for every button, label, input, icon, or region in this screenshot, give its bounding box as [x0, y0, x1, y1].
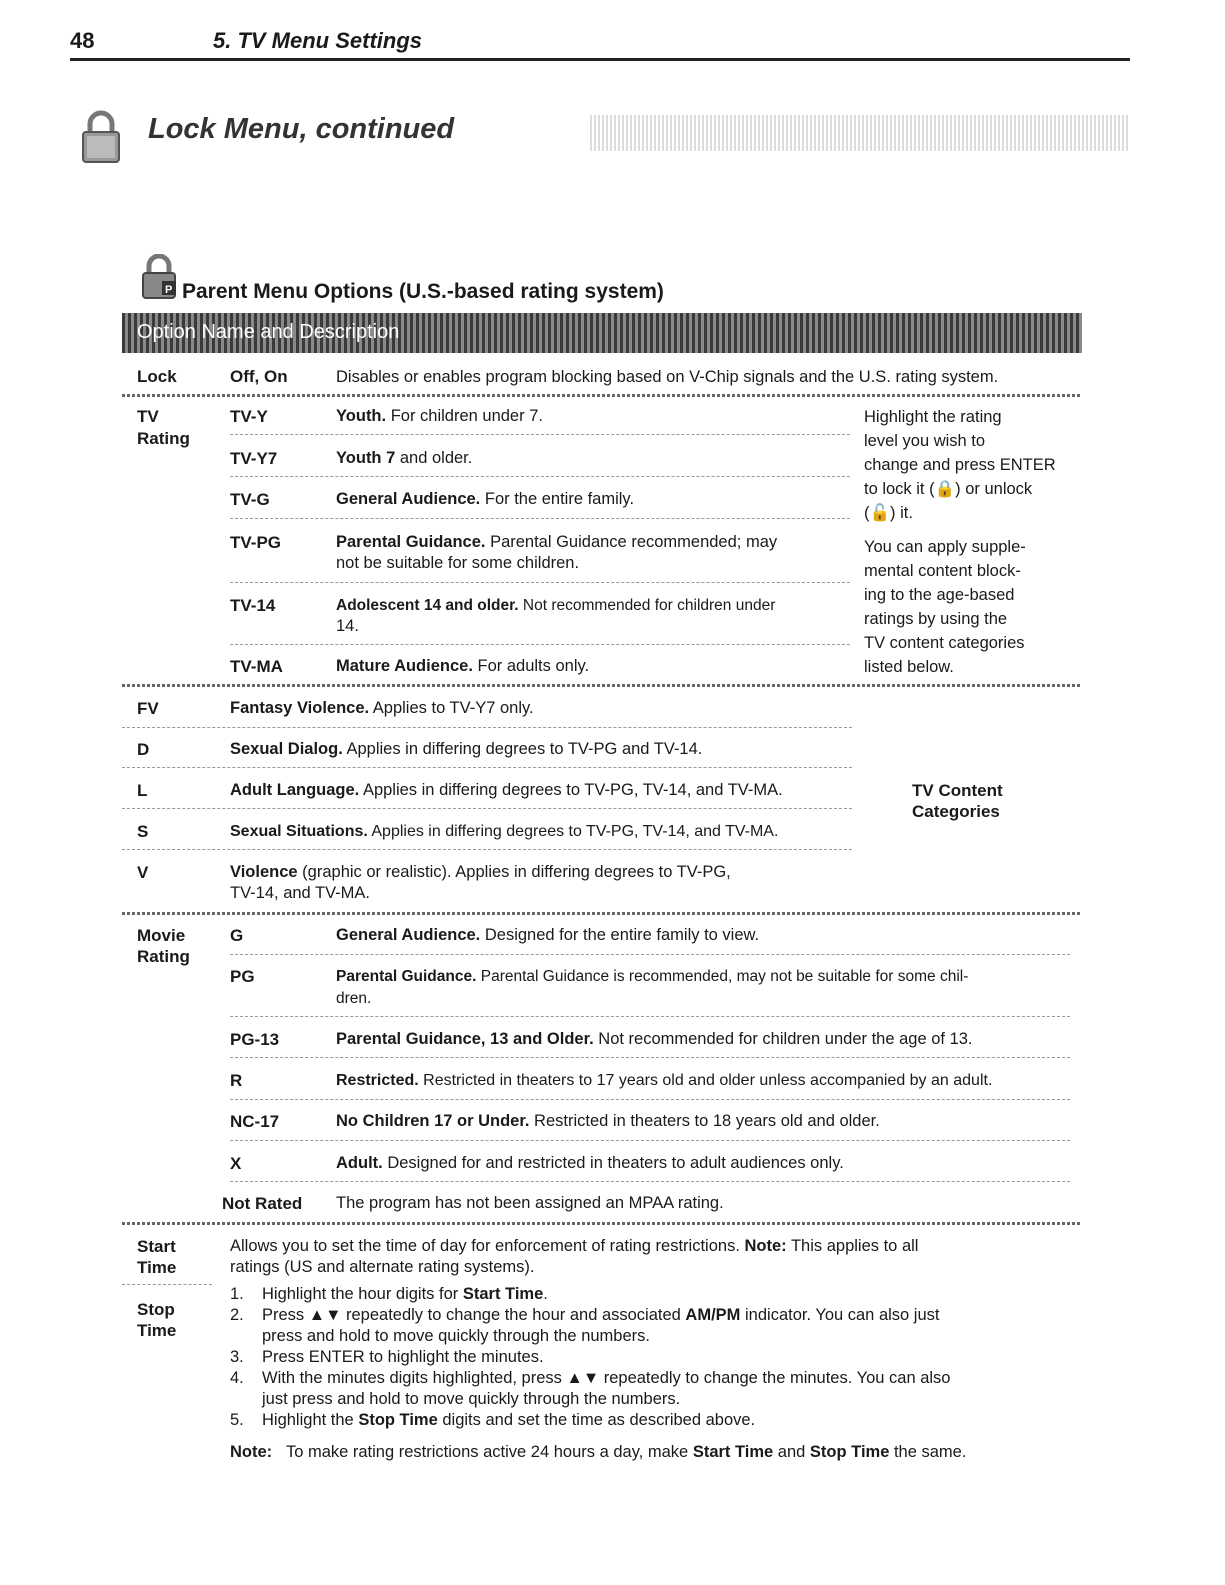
category-code: D: [137, 740, 150, 759]
side-note-line: mental content block-: [864, 562, 1021, 580]
table-header-label: Option Name and Description: [137, 321, 400, 343]
step-text: Highlight the Stop Time digits and set the time as described above.: [262, 1411, 756, 1429]
category-desc: Fantasy Violence. Applies to TV-Y7 only.: [230, 699, 534, 717]
row-divider: [230, 644, 850, 646]
movie-desc: Parental Guidance, 13 and Older. Not recommended for children under the age of 13.: [336, 1030, 973, 1048]
tv-code: TV-MA: [230, 657, 283, 676]
step-text: Highlight the hour digits for Start Time.: [262, 1285, 548, 1303]
tv-code: TV-G: [230, 490, 270, 509]
tv-code: TV-Y7: [230, 449, 278, 468]
category-desc: Adult Language. Applies in differing degrees to TV-PG, TV-14, and TV-MA.: [230, 781, 783, 799]
tv-desc: Parental Guidance. Parental Guidance recommended; may: [336, 533, 778, 551]
category-desc: Sexual Situations. Applies in differing degrees to TV-PG, TV-14, and TV-MA.: [230, 823, 779, 840]
title-band: [590, 115, 1130, 151]
section-divider: [122, 394, 1082, 397]
movie-code: PG-13: [230, 1030, 280, 1049]
time-note: Note: To make rating restrictions active 24 hours a day, make Start Time and Stop Time the same.: [230, 1443, 967, 1461]
stop-time-label: Stop: [137, 1300, 175, 1319]
lock-icon: [78, 110, 124, 169]
categories-side-label: TV Content: [912, 781, 1003, 800]
section-divider: [122, 1222, 1082, 1225]
table-header: [122, 313, 1082, 353]
start-time-label-2: Time: [137, 1258, 177, 1277]
movie-code: NC-17: [230, 1112, 280, 1131]
side-note-line: level you wish to: [864, 432, 986, 450]
tv-desc: General Audience. For the entire family.: [336, 490, 635, 508]
categories-side-label-2: Categories: [912, 802, 1000, 821]
svg-text:P: P: [165, 284, 173, 296]
page-number: 48: [70, 28, 95, 53]
step-number: 1.: [230, 1285, 244, 1303]
movie-desc: General Audience. Designed for the entire family to view.: [336, 926, 760, 944]
tv-rating-label-2: Rating: [137, 429, 190, 448]
row-divider: [230, 1181, 1070, 1183]
movie-desc: Adult. Designed for and restricted in theaters to adult audiences only.: [336, 1154, 844, 1172]
row-divider: [230, 1016, 1070, 1018]
lock-desc: Disables or enables program blocking based on V-Chip signals and the U.S. rating system.: [336, 368, 999, 386]
movie-desc: No Children 17 or Under. Restricted in theaters to 18 years old and older.: [336, 1112, 880, 1130]
row-divider: [122, 1284, 212, 1286]
subsection-title: Parent Menu Options (U.S.-based rating system): [182, 280, 664, 303]
movie-code: X: [230, 1154, 242, 1173]
tv-code: TV-PG: [230, 533, 282, 552]
tv-desc: Adolescent 14 and older. Not recommended for children under: [336, 597, 776, 614]
lock-option: Off, On: [230, 367, 288, 386]
row-divider: [230, 582, 850, 584]
row-divider: [122, 808, 852, 810]
section-title: Lock Menu, continued: [148, 113, 455, 145]
category-code: L: [137, 781, 148, 800]
tv-desc: Mature Audience. For adults only.: [336, 657, 590, 675]
category-desc: Violence (graphic or realistic). Applies in differing degrees to TV-PG,: [230, 863, 731, 881]
step-text: press and hold to move quickly through the numbers.: [262, 1327, 650, 1345]
category-code: FV: [137, 699, 159, 718]
row-divider: [230, 1099, 1070, 1101]
side-note-line: change and press ENTER: [864, 456, 1056, 474]
tv-desc: Youth 7 and older.: [336, 449, 473, 467]
row-divider: [230, 476, 850, 478]
side-note-line: to lock it (🔒) or unlock: [864, 480, 1033, 498]
step-number: 3.: [230, 1348, 244, 1366]
movie-code: R: [230, 1071, 243, 1090]
side-note-line: (🔓) it.: [864, 504, 913, 522]
row-divider: [230, 954, 1070, 956]
side-note-line: TV content categories: [864, 634, 1025, 652]
category-desc-2: TV-14, and TV-MA.: [230, 884, 371, 902]
step-number: 2.: [230, 1306, 244, 1324]
movie-desc: The program has not been assigned an MPAA rating.: [336, 1194, 724, 1212]
movie-code: Not Rated: [222, 1194, 303, 1213]
movie-desc: Parental Guidance. Parental Guidance is recommended, may not be suitable for some chil-: [336, 968, 969, 985]
side-note-line: You can apply supple-: [864, 538, 1026, 556]
row-divider: [122, 767, 852, 769]
stop-time-label-2: Time: [137, 1321, 177, 1340]
movie-desc: Restricted. Restricted in theaters to 17 years old and older unless accompanied by an adult.: [336, 1072, 993, 1089]
side-note-line: Highlight the rating: [864, 408, 1002, 426]
category-code: S: [137, 822, 149, 841]
category-desc: Sexual Dialog. Applies in differing degrees to TV-PG and TV-14.: [230, 740, 703, 758]
row-divider: [122, 849, 852, 851]
tv-desc: Youth. For children under 7.: [336, 407, 543, 425]
row-divider: [230, 1140, 1070, 1142]
side-note-line: listed below.: [864, 658, 954, 676]
step-text: Press ENTER to highlight the minutes.: [262, 1348, 544, 1366]
start-time-label: Start: [137, 1237, 176, 1256]
row-divider: [230, 1057, 1070, 1059]
movie-rating-label: Movie: [137, 926, 186, 945]
time-intro-2: ratings (US and alternate rating systems).: [230, 1258, 535, 1276]
parental-lock-icon: [140, 254, 178, 305]
tv-code: TV-14: [230, 596, 276, 615]
movie-rating-label-2: Rating: [137, 947, 190, 966]
side-note-line: ing to the age-based: [864, 586, 1015, 604]
tv-desc-2: not be suitable for some children.: [336, 554, 580, 572]
movie-desc-2: dren.: [336, 990, 372, 1007]
time-intro: Allows you to set the time of day for enforcement of rating restrictions. Note: This applies to all: [230, 1237, 919, 1255]
section-divider: [122, 912, 1082, 915]
row-divider: [230, 434, 850, 436]
row-divider: [122, 727, 852, 729]
section-divider: [122, 684, 1082, 687]
side-note-line: ratings by using the: [864, 610, 1008, 628]
step-text: just press and hold to move quickly through the numbers.: [262, 1390, 681, 1408]
category-code: V: [137, 863, 149, 882]
tv-code: TV-Y: [230, 407, 268, 426]
step-number: 5.: [230, 1411, 244, 1429]
lock-label: Lock: [137, 367, 177, 386]
header-rule: [70, 58, 1130, 61]
movie-code: G: [230, 926, 244, 945]
step-number: 4.: [230, 1369, 244, 1387]
chapter-title: 5. TV Menu Settings: [213, 28, 423, 53]
step-text: With the minutes digits highlighted, press ▲▼ repeatedly to change the minutes. You can also: [262, 1369, 951, 1387]
tv-rating-label: TV: [137, 407, 159, 426]
movie-code: PG: [230, 967, 255, 986]
step-text: Press ▲▼ repeatedly to change the hour and associated AM/PM indicator. You can also just: [262, 1306, 940, 1324]
tv-desc-2: 14.: [336, 617, 359, 635]
row-divider: [230, 518, 850, 520]
